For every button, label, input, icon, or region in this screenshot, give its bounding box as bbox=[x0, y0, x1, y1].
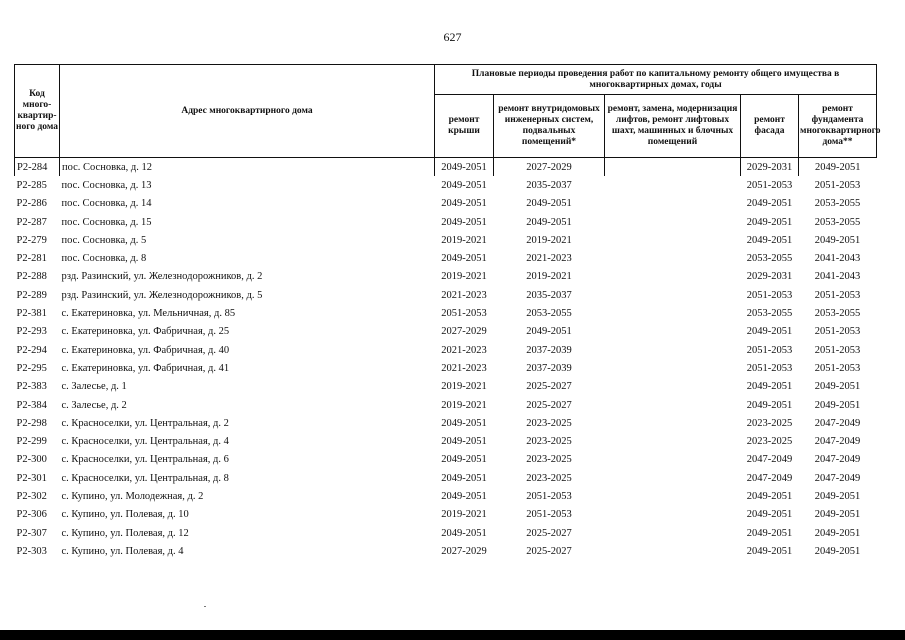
cell-foundation: 2049-2051 bbox=[814, 399, 861, 411]
cell-code: Р2-384 bbox=[16, 399, 47, 411]
cell-address: пос. Сосновка, д. 8 bbox=[61, 253, 147, 265]
cell-address: с. Купино, ул. Полевая, д. 4 bbox=[61, 545, 184, 557]
cell-address: с. Купино, ул. Молодежная, д. 2 bbox=[61, 490, 204, 502]
cell-facade: 2049-2051 bbox=[746, 399, 793, 411]
cell-roof: 2049-2051 bbox=[441, 527, 487, 539]
cell-foundation: 2047-2049 bbox=[814, 417, 861, 429]
cell-address: с. Красноселки, ул. Центральная, д. 2 bbox=[61, 417, 229, 429]
cell-systems: 2037-2039 bbox=[526, 344, 572, 356]
cell-code: Р2-279 bbox=[16, 234, 47, 246]
table-row bbox=[15, 249, 877, 267]
header-code: Код много-квартир-ного дома bbox=[15, 65, 60, 158]
cell-code: Р2-301 bbox=[16, 472, 47, 484]
table-row bbox=[15, 506, 877, 524]
cell-elevators bbox=[605, 213, 741, 231]
cell-systems: 2023-2025 bbox=[526, 417, 572, 429]
cell-elevators bbox=[605, 231, 741, 249]
cell-address: с. Красноселки, ул. Центральная, д. 6 bbox=[61, 454, 229, 466]
cell-roof: 2021-2023 bbox=[441, 289, 487, 301]
cell-roof: 2049-2051 bbox=[435, 158, 494, 177]
cell-systems: 2025-2027 bbox=[526, 381, 572, 393]
cell-systems: 2049-2051 bbox=[526, 326, 572, 338]
cell-foundation: 2049-2051 bbox=[814, 381, 861, 393]
cell-foundation: 2051-2053 bbox=[814, 344, 861, 356]
cell-elevators bbox=[605, 341, 741, 359]
cell-facade: 2051-2053 bbox=[746, 362, 793, 374]
cell-roof: 2049-2051 bbox=[441, 216, 487, 228]
cell-elevators bbox=[605, 195, 741, 213]
table-row bbox=[15, 158, 877, 177]
cell-foundation: 2049-2051 bbox=[814, 490, 861, 502]
table-row bbox=[15, 268, 877, 286]
cell-elevators bbox=[605, 469, 741, 487]
cell-code: Р2-299 bbox=[16, 436, 47, 448]
cell-facade: 2053-2055 bbox=[746, 253, 793, 265]
cell-roof: 2027-2029 bbox=[441, 326, 487, 338]
cell-elevators bbox=[605, 414, 741, 432]
cell-address: пос. Сосновка, д. 13 bbox=[61, 179, 152, 191]
cell-facade: 2023-2025 bbox=[746, 417, 793, 429]
cell-address: с. Екатериновка, ул. Фабричная, д. 41 bbox=[61, 362, 230, 374]
cell-code: Р2-383 bbox=[16, 381, 47, 393]
table-row bbox=[15, 378, 877, 396]
table-row bbox=[15, 213, 877, 231]
cell-systems: 2049-2051 bbox=[526, 198, 572, 210]
cell-elevators bbox=[605, 506, 741, 524]
cell-elevators bbox=[605, 249, 741, 267]
cell-code: Р2-281 bbox=[16, 253, 47, 265]
cell-elevators bbox=[605, 158, 741, 177]
header-group: Плановые периоды проведения работ по капитальному ремонту общего имущества в многоквартирных домах, годы bbox=[435, 65, 877, 95]
scan-speck bbox=[204, 606, 206, 607]
cell-roof: 2049-2051 bbox=[441, 472, 487, 484]
cell-roof: 2051-2053 bbox=[441, 308, 487, 320]
cell-foundation: 2047-2049 bbox=[814, 436, 861, 448]
cell-foundation: 2049-2051 bbox=[814, 509, 861, 521]
cell-systems: 2035-2037 bbox=[526, 289, 572, 301]
cell-facade: 2047-2049 bbox=[746, 454, 793, 466]
cell-address: с. Красноселки, ул. Центральная, д. 4 bbox=[61, 436, 229, 448]
cell-code: Р2-295 bbox=[16, 362, 47, 374]
cell-address: рзд. Разинский, ул. Железнодорожников, д. 2 bbox=[61, 271, 263, 283]
table-row bbox=[15, 487, 877, 505]
table-row bbox=[15, 176, 877, 194]
table-row bbox=[15, 286, 877, 304]
cell-code: Р2-293 bbox=[16, 326, 47, 338]
cell-facade: 2049-2051 bbox=[746, 216, 793, 228]
cell-roof: 2019-2021 bbox=[441, 399, 487, 411]
cell-elevators bbox=[605, 432, 741, 450]
cell-roof: 2049-2051 bbox=[441, 179, 487, 191]
cell-systems: 2037-2039 bbox=[526, 362, 572, 374]
cell-facade: 2051-2053 bbox=[746, 179, 793, 191]
cell-roof: 2027-2029 bbox=[441, 545, 487, 557]
cell-code: Р2-381 bbox=[16, 308, 47, 320]
cell-address: с. Залесье, д. 1 bbox=[61, 381, 127, 393]
cell-systems: 2025-2027 bbox=[526, 399, 572, 411]
header-facade: ремонт фасада bbox=[741, 95, 799, 158]
repair-schedule-table bbox=[14, 64, 881, 561]
cell-foundation: 2051-2053 bbox=[814, 289, 861, 301]
cell-systems: 2025-2027 bbox=[526, 545, 572, 557]
cell-roof: 2049-2051 bbox=[441, 436, 487, 448]
cell-foundation: 2047-2049 bbox=[814, 454, 861, 466]
cell-roof: 2049-2051 bbox=[441, 490, 487, 502]
cell-facade: 2051-2053 bbox=[746, 289, 793, 301]
cell-roof: 2049-2051 bbox=[441, 253, 487, 265]
cell-roof: 2049-2051 bbox=[441, 198, 487, 210]
cell-foundation: 2053-2055 bbox=[814, 216, 861, 228]
cell-code: Р2-284 bbox=[15, 158, 60, 177]
cell-elevators bbox=[605, 451, 741, 469]
cell-systems: 2023-2025 bbox=[526, 454, 572, 466]
table-row bbox=[15, 231, 877, 249]
cell-foundation: 2051-2053 bbox=[814, 362, 861, 374]
table-row bbox=[15, 359, 877, 377]
cell-address: с. Екатериновка, ул. Мельничная, д. 85 bbox=[61, 308, 236, 320]
cell-roof: 2049-2051 bbox=[441, 417, 487, 429]
cell-code: Р2-300 bbox=[16, 454, 47, 466]
cell-code: Р2-285 bbox=[16, 179, 47, 191]
header-address: Адрес многоквартирного дома bbox=[60, 65, 435, 158]
cell-elevators bbox=[605, 524, 741, 542]
table-header bbox=[15, 65, 881, 158]
header-foundation: ремонт фундамента многоквартирного дома** bbox=[799, 95, 877, 158]
cell-address: с. Красноселки, ул. Центральная, д. 8 bbox=[61, 472, 229, 484]
cell-facade: 2047-2049 bbox=[746, 472, 793, 484]
cell-roof: 2019-2021 bbox=[441, 509, 487, 521]
cell-facade: 2049-2051 bbox=[746, 509, 793, 521]
cell-foundation: 2051-2053 bbox=[814, 179, 861, 191]
cell-elevators bbox=[605, 542, 741, 560]
cell-elevators bbox=[605, 396, 741, 414]
table-row bbox=[15, 432, 877, 450]
cell-roof: 2021-2023 bbox=[441, 344, 487, 356]
cell-facade: 2051-2053 bbox=[746, 344, 793, 356]
cell-systems: 2053-2055 bbox=[526, 308, 572, 320]
cell-elevators bbox=[605, 359, 741, 377]
cell-elevators bbox=[605, 176, 741, 194]
cell-code: Р2-294 bbox=[16, 344, 47, 356]
table-row bbox=[15, 469, 877, 487]
cell-systems: 2021-2023 bbox=[526, 253, 572, 265]
cell-systems: 2049-2051 bbox=[526, 216, 572, 228]
header-elevators: ремонт, замена, модернизация лифтов, ремонт лифтовых шахт, машинных и блочных помещений bbox=[605, 95, 741, 158]
cell-elevators bbox=[605, 268, 741, 286]
cell-systems: 2035-2037 bbox=[526, 179, 572, 191]
cell-elevators bbox=[605, 323, 741, 341]
table-row bbox=[15, 414, 877, 432]
table-row bbox=[15, 341, 877, 359]
cell-roof: 2019-2021 bbox=[441, 381, 487, 393]
cell-address: с. Екатериновка, ул. Фабричная, д. 40 bbox=[61, 344, 230, 356]
cell-foundation: 2049-2051 bbox=[799, 158, 877, 177]
cell-roof: 2019-2021 bbox=[441, 271, 487, 283]
cell-address: с. Купино, ул. Полевая, д. 12 bbox=[61, 527, 189, 539]
cell-foundation: 2049-2051 bbox=[814, 545, 861, 557]
cell-elevators bbox=[605, 487, 741, 505]
cell-elevators bbox=[605, 304, 741, 322]
cell-code: Р2-303 bbox=[16, 545, 47, 557]
cell-systems: 2051-2053 bbox=[526, 509, 572, 521]
cell-elevators bbox=[605, 378, 741, 396]
table-row bbox=[15, 323, 877, 341]
page-number: 627 bbox=[443, 30, 462, 44]
cell-address: пос. Сосновка, д. 15 bbox=[61, 216, 152, 228]
cell-facade: 2049-2051 bbox=[746, 326, 793, 338]
cell-facade: 2049-2051 bbox=[746, 234, 793, 246]
cell-code: Р2-289 bbox=[16, 289, 47, 301]
cell-systems: 2019-2021 bbox=[526, 271, 572, 283]
cell-roof: 2019-2021 bbox=[441, 234, 487, 246]
cell-foundation: 2053-2055 bbox=[814, 308, 861, 320]
cell-code: Р2-288 bbox=[16, 271, 47, 283]
cell-foundation: 2053-2055 bbox=[814, 198, 861, 210]
cell-address: пос. Сосновка, д. 5 bbox=[61, 234, 147, 246]
cell-foundation: 2041-2043 bbox=[814, 253, 861, 265]
cell-code: Р2-302 bbox=[16, 490, 47, 502]
cell-address: с. Екатериновка, ул. Фабричная, д. 25 bbox=[61, 326, 230, 338]
table-row bbox=[15, 396, 877, 414]
table-row bbox=[15, 195, 877, 213]
cell-foundation: 2041-2043 bbox=[814, 271, 861, 283]
cell-systems: 2019-2021 bbox=[526, 234, 572, 246]
cell-address: с. Залесье, д. 2 bbox=[61, 399, 127, 411]
table-row bbox=[15, 524, 877, 542]
cell-systems: 2051-2053 bbox=[526, 490, 572, 502]
cell-code: Р2-307 bbox=[16, 527, 47, 539]
header-roof: ремонт крыши bbox=[435, 95, 494, 158]
cell-systems: 2023-2025 bbox=[526, 472, 572, 484]
cell-facade: 2049-2051 bbox=[746, 198, 793, 210]
cell-foundation: 2049-2051 bbox=[814, 527, 861, 539]
cell-facade: 2049-2051 bbox=[746, 527, 793, 539]
table-row bbox=[15, 542, 877, 560]
cell-foundation: 2047-2049 bbox=[814, 472, 861, 484]
cell-roof: 2021-2023 bbox=[441, 362, 487, 374]
table-body bbox=[15, 158, 877, 561]
cell-systems: 2027-2029 bbox=[494, 158, 605, 177]
cell-address: с. Купино, ул. Полевая, д. 10 bbox=[61, 509, 189, 521]
cell-facade: 2049-2051 bbox=[746, 545, 793, 557]
cell-facade: 2053-2055 bbox=[746, 308, 793, 320]
cell-facade: 2023-2025 bbox=[746, 436, 793, 448]
cell-elevators bbox=[605, 286, 741, 304]
cell-code: Р2-306 bbox=[16, 509, 47, 521]
cell-code: Р2-286 bbox=[16, 198, 47, 210]
cell-code: Р2-298 bbox=[16, 417, 47, 429]
cell-code: Р2-287 bbox=[16, 216, 47, 228]
cell-systems: 2023-2025 bbox=[526, 436, 572, 448]
cell-foundation: 2049-2051 bbox=[814, 234, 861, 246]
cell-facade: 2049-2051 bbox=[746, 490, 793, 502]
cell-facade: 2029-2031 bbox=[741, 158, 799, 177]
cell-address: рзд. Разинский, ул. Железнодорожников, д. 5 bbox=[61, 289, 263, 301]
cell-address: пос. Сосновка, д. 12 bbox=[60, 158, 435, 177]
table-row bbox=[15, 451, 877, 469]
scan-bottom-edge bbox=[0, 630, 905, 640]
cell-systems: 2025-2027 bbox=[526, 527, 572, 539]
cell-facade: 2049-2051 bbox=[746, 381, 793, 393]
cell-address: пос. Сосновка, д. 14 bbox=[61, 198, 152, 210]
header-systems: ремонт внутридомовых инженерных систем, подвальных помещений* bbox=[494, 95, 605, 158]
table-row bbox=[15, 304, 877, 322]
cell-foundation: 2051-2053 bbox=[814, 326, 861, 338]
cell-facade: 2029-2031 bbox=[746, 271, 793, 283]
cell-roof: 2049-2051 bbox=[441, 454, 487, 466]
